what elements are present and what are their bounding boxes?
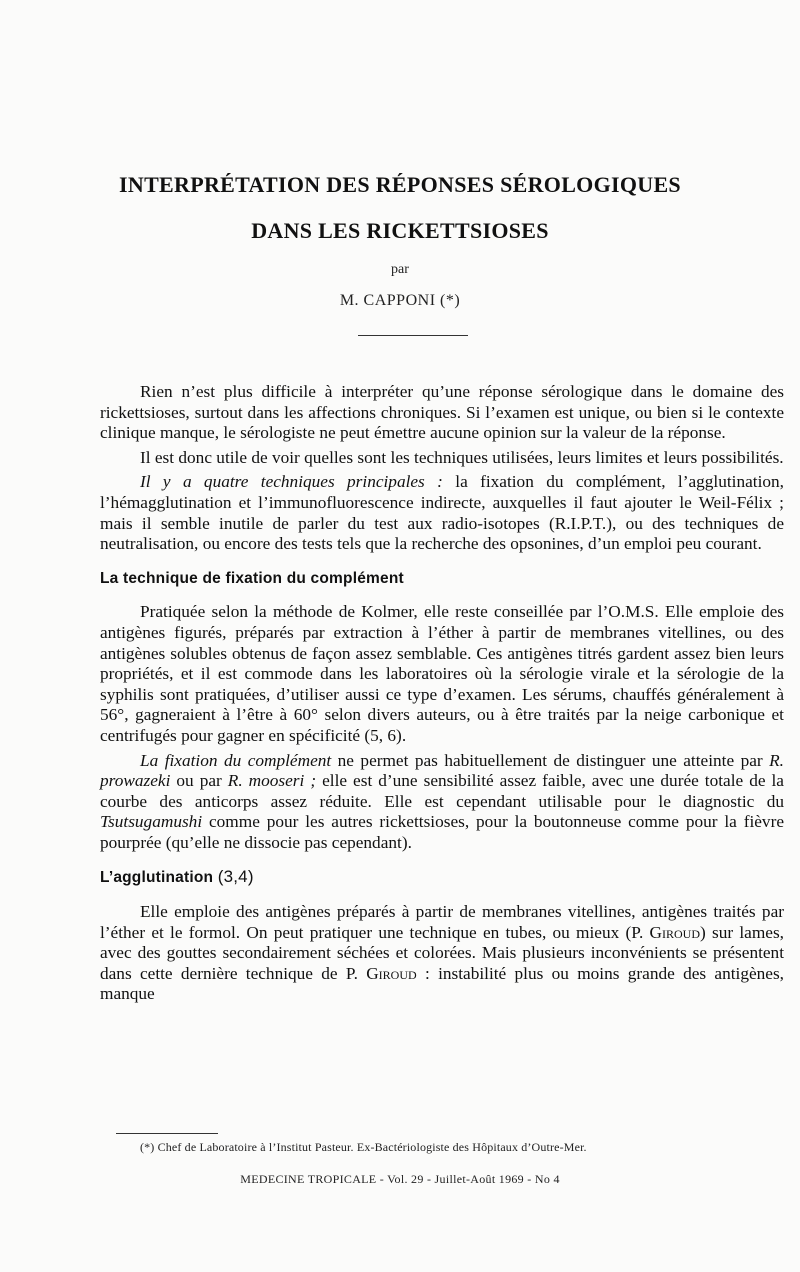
footnote-divider [116, 1133, 218, 1134]
paragraph-text: Elle emploie des antigènes préparés à partir de membranes vitellines, antigènes traités par l’éther et le formol. On peut pratiquer une technique en tubes, ou mieux (P. [100, 902, 784, 942]
fixation-paragraph-2 [100, 751, 784, 854]
paragraph-text: ) sur lames, avec des gouttes secondairement séchées et colorées. Mais plusieurs inconvénients se présentent dans cette dernière technique de P. [100, 922, 784, 983]
author-reference: Giroud [366, 963, 417, 983]
footnote: (*) Chef de Laboratoire à l’Institut Pasteur. Ex-Bactériologiste des Hôpitaux d’Outre-Mer. [140, 1140, 587, 1154]
section-heading-agglutination [100, 867, 784, 889]
section-heading-text: L’agglutination [100, 869, 214, 887]
paragraph-text: : instabilité plus ou moins grande des antigènes, manque [100, 963, 784, 1004]
paragraph-text: elle est d’une sensibilité assez faible, avec une durée totale de la courbe des anticorps assez réduite. Elle est cependant utilisable pour le diagnostic du [100, 771, 784, 811]
paragraph-text: ne permet pas habituellement de distinguer une atteinte par [331, 750, 770, 770]
agglutination-paragraph-1 [100, 902, 784, 1005]
section-heading-fixation: La technique de fixation du complément [100, 569, 404, 587]
intro-paragraph-2: Il est donc utile de voir quelles sont les techniques utilisées, leurs limites et leurs possibilités. [140, 447, 784, 467]
intro-paragraph-1: Rien n’est plus difficile à interpréter qu’une réponse sérologique dans le domaine des rickettsioses, surtout dans les affections chroniques. Si l’examen est unique, ou bien si le contexte clinique manque, le sérologiste ne peut émettre aucune opinion sur la valeur de la réponse. [100, 382, 784, 443]
article-body [100, 382, 784, 1005]
emphasis-text: Il y a quatre techniques principales : [140, 472, 443, 492]
fixation-paragraph-1: Pratiquée selon la méthode de Kolmer, elle reste conseillée par l’O.M.S. Elle emploie des antigènes figurés, préparés par extraction à l’éther à partir de membranes vitellines, ou des antigènes solubles obtenus de façon assez semblable. Ces antigènes titrés gardent assez bien leurs propriétés, et il est commode dans les laboratoires où la sérologie virale et la sérologie de la syphilis sont pratiquées, d’utiliser aussi ce type d’examen. Les sérums, chauffés généralement à 56°, gagneraient à l’être à 60° selon divers auteurs, ou à être traités par la neige carbonique et centrifugés pour gagner en spécificité (5, 6). [100, 602, 784, 745]
paragraph-text: ou par [170, 771, 228, 791]
paragraph-text: la fixation du complément, l’agglutination, l’hémagglutination et l’immunofluorescence indirecte, auxquelles il faut ajouter le Weil-Félix ; mais il semble inutile de parler du test aux radio-isotopes (R.I.P.T.), ou des techniques de neutralisation, ou encore des tests tels que la recherche des opsonines, d’un emploi peu courant. [100, 472, 784, 554]
intro-paragraph-3 [100, 472, 784, 554]
title-line-1: INTERPRÉTATION DES RÉPONSES SÉROLOGIQUES [119, 172, 681, 197]
author-reference: Giroud [649, 922, 700, 942]
emphasis-text: La fixation du complément [140, 750, 332, 770]
byline-par: par [391, 262, 409, 277]
author-name: M. CAPPONI (*) [339, 292, 461, 309]
species-name: R. prowazeki [100, 750, 784, 791]
journal-footer: MEDECINE TROPICALE - Vol. 29 - Juillet-Août 1969 - No 4 [240, 1172, 560, 1186]
section-heading-reference: (3,4) [217, 867, 254, 887]
title-divider [358, 335, 468, 336]
paragraph-text: comme pour les autres rickettsioses, pour la boutonneuse comme pour la fièvre pourprée (qu’elle ne dissocie pas cependant). [100, 812, 784, 852]
species-name: Tsutsugamushi [100, 812, 203, 832]
title-line-2: DANS LES RICKETTSIOSES [251, 218, 549, 243]
species-name: R. mooseri ; [227, 771, 317, 791]
